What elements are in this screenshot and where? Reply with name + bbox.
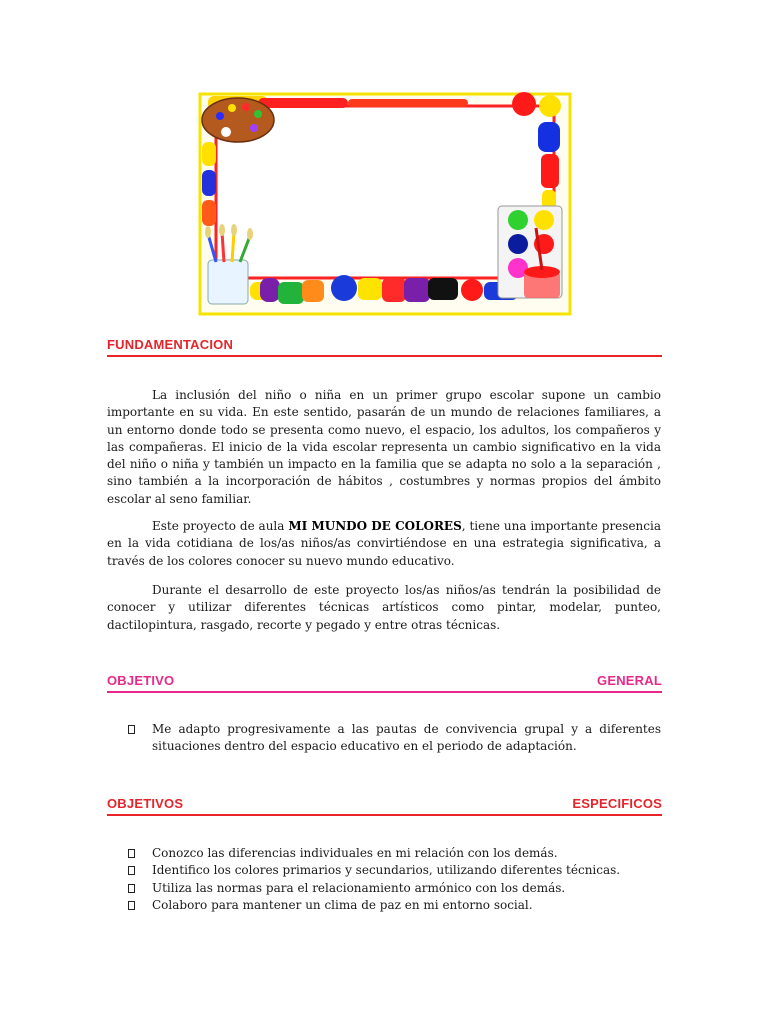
list-item-text: Identifico los colores primarios y secundarios, utilizando diferentes técnicas. (152, 863, 621, 878)
paragraph-desarrollo: Durante el desarrollo de este proyecto los/as niños/as tendrán la posibilidad de conocer y utilizar diferentes técnicas artísticos como pintar, modelar, punteo, dactilopintura, rasgado, recorte y pegado y entre otras técnicas. (107, 583, 661, 632)
heading-left-text: OBJETIVO (107, 673, 175, 688)
heading-text: FUNDAMENTACION (107, 337, 234, 352)
section-heading-objetivo-general (107, 674, 662, 693)
section-heading-objetivos-especificos (107, 797, 662, 816)
list-item-text: Conozco las diferencias individuales en mi relación con los demás. (152, 846, 558, 860)
section-heading-fundamentacion (107, 338, 662, 357)
heading-right-text: ESPECIFICOS (572, 796, 662, 811)
list-item (127, 880, 661, 897)
objetivo-general-list (127, 721, 661, 756)
bullet-square-icon (128, 849, 135, 858)
list-item (127, 845, 661, 862)
list-item-text: Utiliza las normas para el relacionamiento armónico con los demás. (152, 880, 566, 895)
art-frame-illustration (198, 92, 572, 316)
watercolor-set-icon (498, 206, 562, 298)
list-item (127, 897, 661, 914)
list-item-text: Me adapto progresivamente a las pautas de convivencia grupal y a diferentes situaciones dentro del espacio educativo en el periodo de adaptación. (152, 722, 661, 754)
paint-palette-icon (202, 98, 274, 142)
paragraph-inclusion: La inclusión del niño o niña en un primer grupo escolar supone un cambio importante en su vida. En este sentido, pasarán de un mundo de relaciones familiares, a un entorno donde todo se presenta como nuevo, el espacio, los adultos, los compañeros y las compañeras. El inicio de la vida escolar representa un cambio significativo en la vida del niño o niña y también un impacto en la familia que se adapta no solo a la separación , sino también a la incorporación de hábitos , costumbres y normas propios del ámbito escolar al seno familiar. (107, 388, 661, 506)
heading-left-text: OBJETIVOS (107, 796, 184, 811)
bullet-square-icon (128, 725, 135, 734)
list-item-text: Colaboro para mantener un clima de paz en mi entorno social. (152, 897, 533, 912)
project-name: MI MUNDO DE COLORES (288, 519, 462, 533)
objetivos-especificos-list (127, 845, 661, 914)
list-item (127, 862, 661, 879)
bullet-square-icon (128, 884, 135, 893)
list-item (127, 721, 661, 756)
bullet-square-icon (128, 901, 135, 910)
paragraph-proyecto (107, 518, 661, 570)
heading-right-text: GENERAL (597, 673, 662, 688)
paragraph-proyecto-rest: , tiene una importante presencia en la vida cotidiana de los/as niños/as convirtiéndose en una estrategia significativa, a través de los colores conocer su nuevo mundo educativo. (107, 519, 661, 568)
paragraph-proyecto-intro: Este proyecto de aula (152, 519, 289, 533)
bullet-square-icon (128, 866, 135, 875)
